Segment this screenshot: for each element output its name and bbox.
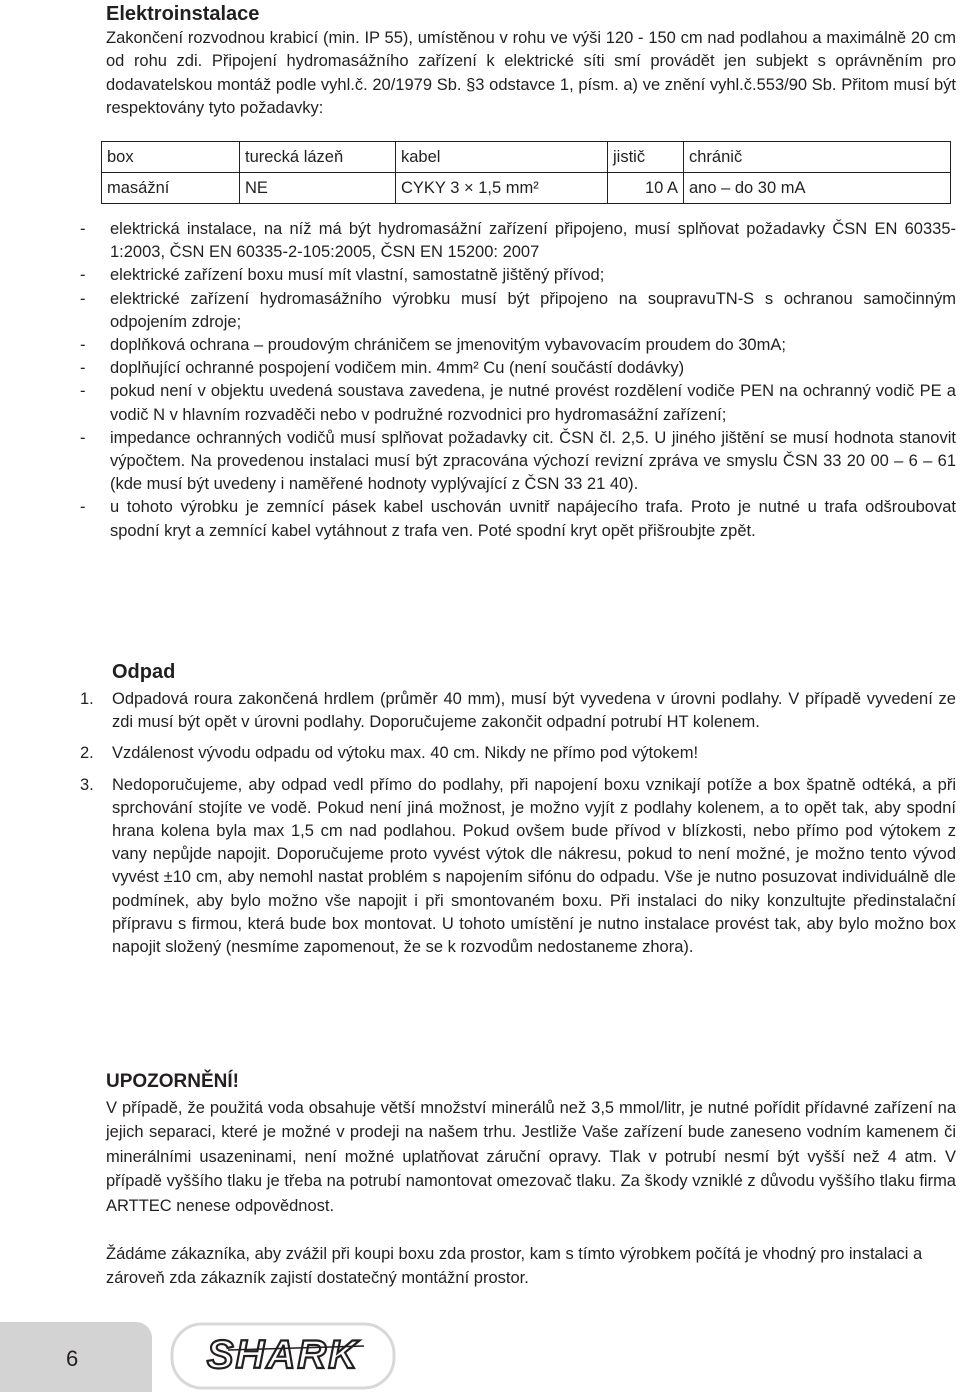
requirements-list	[60, 218, 956, 543]
list-item-text: Odpadová roura zakončená hrdlem (průměr 40 mm), musí být vyvedena v úrovni podlahy. V případě vyvedení ze zdi musí být opět v úrovni podlahy. Doporučujeme zakončit odpadní potrubí HT kolenem.	[112, 690, 956, 732]
bullet-dash: -	[80, 428, 86, 447]
table-row	[102, 173, 951, 204]
list-item	[60, 334, 956, 357]
list-item-text: u tohoto výrobku je zemnící pásek kabel uschován uvnitř napájecího trafa. Proto je nutné u trafa odšroubovat spodní kryt a zemnící kabel vytáhnout z trafa ven. Poté spodní kryt opět přišroubjte zpět.	[110, 498, 956, 540]
list-item-text: doplňující ochranné pospojení vodičem min. 4mm² Cu (není součástí dodávky)	[110, 359, 685, 378]
list-item	[60, 380, 956, 426]
list-item	[60, 357, 956, 380]
list-item	[60, 427, 956, 497]
elektro-intro: Zakončení rozvodnou krabicí (min. IP 55), umístěnou v rohu ve výši 120 - 150 cm nad podlahou a maximálně 20 cm od rohu zdi. Připojení hydromasážního zařízení k elektrické síti smí provádět jen subjekt s oprávněním pro dodavatelskou montáž podle vyhl.č. 20/1979 Sb. §3 odstavce 1, písm. a) ve znění vyhl.č.553/90 Sb. Přitom musí být respektovány tyto požadavky:	[106, 29, 956, 118]
bullet-dash: -	[80, 289, 86, 308]
bullet-dash: -	[80, 498, 86, 517]
bullet-dash: -	[80, 359, 86, 378]
table-cell: turecká lázeň	[240, 142, 396, 173]
table-cell: chránič	[684, 142, 951, 173]
bullet-dash: -	[80, 220, 86, 238]
item-number: 1.	[80, 690, 94, 708]
item-number: 3.	[80, 775, 94, 794]
table-cell: kabel	[396, 142, 608, 173]
list-item-text: elektrické zařízení hydromasážního výrobku musí být připojeno na soupravuTN-S s ochranou samočinným odpojením zdroje;	[110, 289, 956, 331]
bullet-dash: -	[80, 266, 86, 285]
list-item-text: Vzdálenost vývodu odpadu od výtoku max. 40 cm. Nikdy ne přímo pod výtokem!	[112, 744, 699, 763]
shark-logo	[168, 1320, 398, 1392]
table-cell: 10 A	[608, 173, 684, 204]
table-cell: NE	[240, 173, 396, 204]
list-item	[60, 742, 956, 765]
list-item-text: elektrické zařízení boxu musí mít vlastní, samostatně jištěný přívod;	[110, 266, 605, 285]
bullet-dash: -	[80, 382, 86, 401]
warning-paragraph-1: V případě, že použitá voda obsahuje větší množství minerálů než 3,5 mmol/litr, je nutné pořídit přídavné zařízení na jejich separaci, které je možné v prodeji na našem trhu. Jestliže Vaše zařízení bude zaneseno vodním kamenem či minerálními usazeninami, není možné uplatňovat záruční opravy. Tlak v potrubí nesmí být vyšší než 4 atm. V případě vyššího tlaku je třeba na potrubí namontovat omezovač tlaku. Za škody vzniklé z důvodu vyššího tlaku firma ARTTEC nenese odpovědnost.	[106, 1099, 956, 1215]
bullet-dash: -	[80, 336, 86, 355]
list-item	[60, 774, 956, 960]
table-cell: jistič	[608, 142, 684, 173]
page-number: 6	[66, 1346, 79, 1371]
table-header-row	[102, 142, 951, 173]
list-item	[60, 688, 956, 734]
list-item	[60, 288, 956, 334]
table-cell: ano – do 30 mA	[684, 173, 951, 204]
list-item-text: impedance ochranných vodičů musí splňovat požadavky cit. ČSN čl. 2,5. U jiného jištění se musí hodnota stanovit výpočtem. Na provedenou instalaci musí být zpracována výchozí revizní zpráva ve smyslu ČSN 33 20 00 – 6 – 61 (kde musí být uvedeny i naměřené hodnoty vyplývající z ČSN 33 21 40).	[110, 428, 956, 494]
list-item-text: doplňková ochrana – proudovým chráničem se jmenovitým vybavovacím proudem do 30mA;	[110, 336, 786, 355]
warning-paragraph-2: Žádáme zákazníka, aby zvážil při koupi boxu zda prostor, kam s tímto výrobkem počítá je vhodný pro instalaci a zároveň zda zákazník zajistí dostatečný montážní prostor.	[106, 1245, 923, 1288]
list-item	[60, 218, 956, 264]
table-cell: masážní	[102, 173, 240, 204]
list-item-text: pokud není v objektu uvedená soustava zavedena, je nutné provést rozdělení vodiče PEN na ochranný vodič PE a vodič N v hlavním rozvaděči nebo v podružné rozvodnici pro hydromasážní zařízení;	[110, 382, 956, 424]
svg-text:SHARK: SHARK	[206, 1333, 360, 1377]
table-cell: box	[102, 142, 240, 173]
section-title-elektroinstalace: Elektroinstalace	[106, 3, 260, 25]
section-title-odpad: Odpad	[112, 661, 176, 683]
list-item	[60, 496, 956, 542]
drain-numbered-list	[60, 688, 956, 967]
warning-title: UPOZORNĚNÍ!	[106, 1071, 239, 1092]
electrical-spec-table	[101, 141, 951, 204]
item-number: 2.	[80, 744, 94, 763]
list-item-text: elektrická instalace, na níž má být hydromasážní zařízení připojeno, musí splňovat požadavky ČSN EN 60335-1:2003, ČSN EN 60335-2-105:2005, ČSN EN 15200: 2007	[110, 220, 956, 262]
table-cell: CYKY 3 × 1,5 mm²	[396, 173, 608, 204]
list-item	[60, 264, 956, 287]
list-item-text: Nedoporučujeme, aby odpad vedl přímo do podlahy, při napojení boxu vznikají potíže a box špatně odtéká, a při sprchování stojíte ve vodě. Pokud není jiná možnost, je možno vyjít z podlahy kolenem, a to opět tak, aby spodní hrana kolena byla max 1,5 cm nad podlahou. Pokud ovšem bude přívod v blízkosti, nebo přímo pod výtokem z vany nepůjde napojit. Doporučujeme proto vyvést výtok dle nákresu, pokud to není možné, je možno tento vývod vyvést ±10 cm, aby nemohl nastat problém s napojením sifónu do odpadu. Vše je nutno posuzovat individuálně dle podmínek, aby bylo možno vše napojit i při smontovaném boxu. Při instalaci do niky konzultujte předinstalační přípravu s firmou, která bude box montovat. U tohoto umístění je nutno instalace provést tak, aby bylo možno box napojit složený (nesmíme zapomenout, že se k rozvodům nedostaneme zhora).	[112, 775, 956, 957]
